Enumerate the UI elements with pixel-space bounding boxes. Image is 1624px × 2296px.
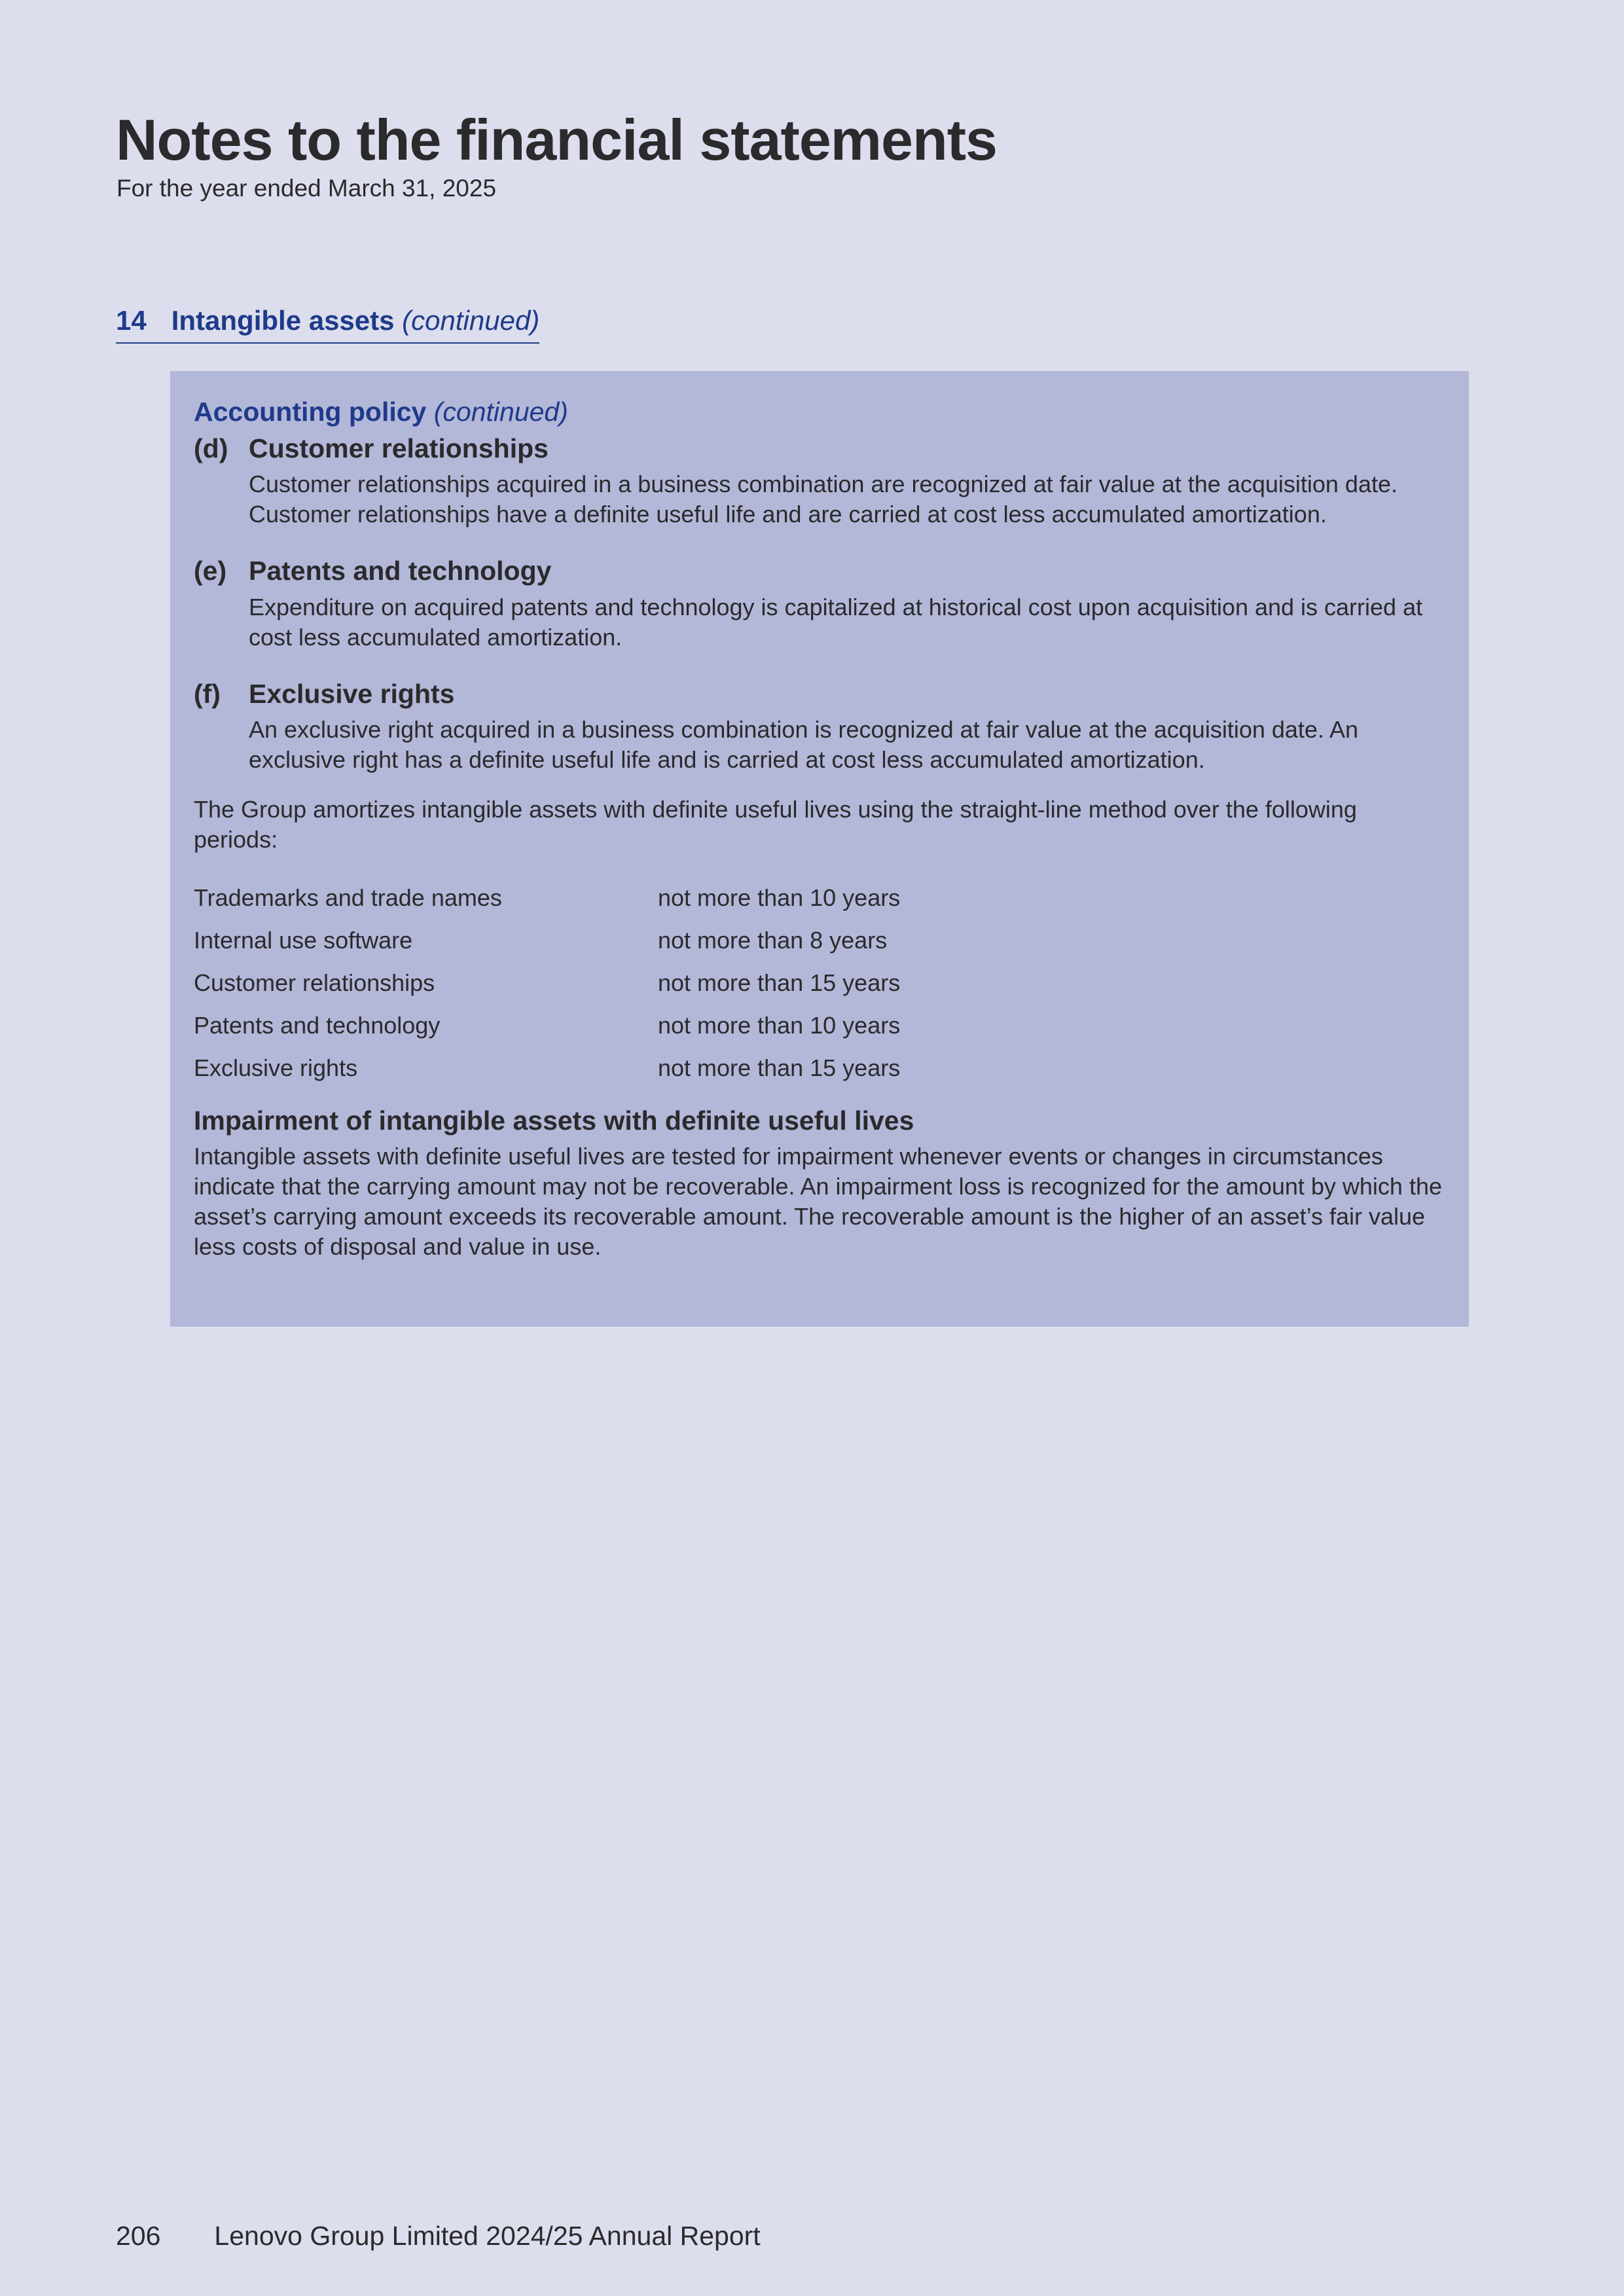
section-heading [116, 304, 539, 344]
asset-name-cell: Customer relationships [194, 969, 435, 997]
page-title: Notes to the financial statements [116, 107, 997, 172]
asset-name-cell: Internal use software [194, 927, 413, 954]
impairment-paragraph: Intangible assets with definite useful lives are tested for impairment whenever events or changes in circumstances indicate that the carrying amount may not be recoverable. An impairment loss is recognized for the amount by which the asset’s carrying amount exceeds its recoverable amount. The recoverable amount is the higher of an asset’s fair value less costs of disposal and value in use. [194, 1143, 1442, 1261]
policy-item-exclusive-rights [194, 677, 1445, 775]
period-cell: not more than 10 years [658, 1012, 901, 1039]
asset-name-cell: Trademarks and trade names [194, 884, 502, 912]
asset-name-cell: Patents and technology [194, 1012, 441, 1039]
policy-item-title: Exclusive rights [249, 678, 455, 709]
policy-item-heading [194, 554, 1445, 588]
period-cell: not more than 15 years [658, 1054, 901, 1082]
policy-item-patents-technology [194, 554, 1445, 652]
period-cell: not more than 10 years [658, 884, 901, 912]
section-title: Intangible assets [171, 305, 395, 336]
table-row [194, 877, 1445, 920]
report-name: Lenovo Group Limited 2024/25 Annual Report [214, 2221, 761, 2251]
period-cell: not more than 8 years [658, 927, 888, 954]
accounting-policy-title: Accounting policy [194, 397, 427, 427]
policy-item-letter: (f) [194, 678, 221, 709]
policy-item-body: An exclusive right acquired in a business combination is recognized at fair value at the acquisition date. An exclusive right has a definite useful life and is carried at cost less accumulated amortization. [249, 715, 1358, 773]
table-row [194, 1005, 1445, 1047]
asset-name-cell: Exclusive rights [194, 1054, 358, 1082]
policy-item-body: Customer relationships acquired in a business combination are recognized at fair value at the acquisition date. Customer relationships have a definite useful life and are carried at cost less accumulated amortization. [249, 471, 1398, 528]
accounting-policy-heading [194, 396, 1445, 428]
policy-item-letter: (e) [194, 556, 227, 586]
policy-item-heading [194, 432, 1445, 465]
impairment-heading: Impairment of intangible assets with definite useful lives [194, 1105, 914, 1136]
table-row [194, 920, 1445, 962]
policy-item-customer-relationships [194, 432, 1445, 529]
policy-item-body: Expenditure on acquired patents and technology is capitalized at historical cost upon acquisition and is carried at cost less accumulated amortization. [249, 593, 1423, 651]
section-number: 14 [116, 305, 147, 336]
period-cell: not more than 15 years [658, 969, 901, 997]
policy-item-heading [194, 677, 1445, 711]
page-subtitle: For the year ended March 31, 2025 [117, 175, 497, 202]
amortization-periods-table [194, 877, 1445, 1090]
amortization-paragraph: The Group amortizes intangible assets with definite useful lives using the straight-line method over the following periods: [194, 795, 1357, 853]
table-row [194, 1047, 1445, 1090]
accounting-policy-continued: (continued) [433, 397, 568, 427]
policy-item-title: Patents and technology [249, 556, 552, 586]
policy-item-title: Customer relationships [249, 433, 549, 464]
policy-item-letter: (d) [194, 433, 228, 464]
page-number: 206 [116, 2221, 161, 2251]
page-footer [116, 2220, 761, 2252]
section-continued: (continued) [402, 305, 540, 336]
accounting-policy-box [170, 371, 1469, 1327]
table-row [194, 962, 1445, 1005]
